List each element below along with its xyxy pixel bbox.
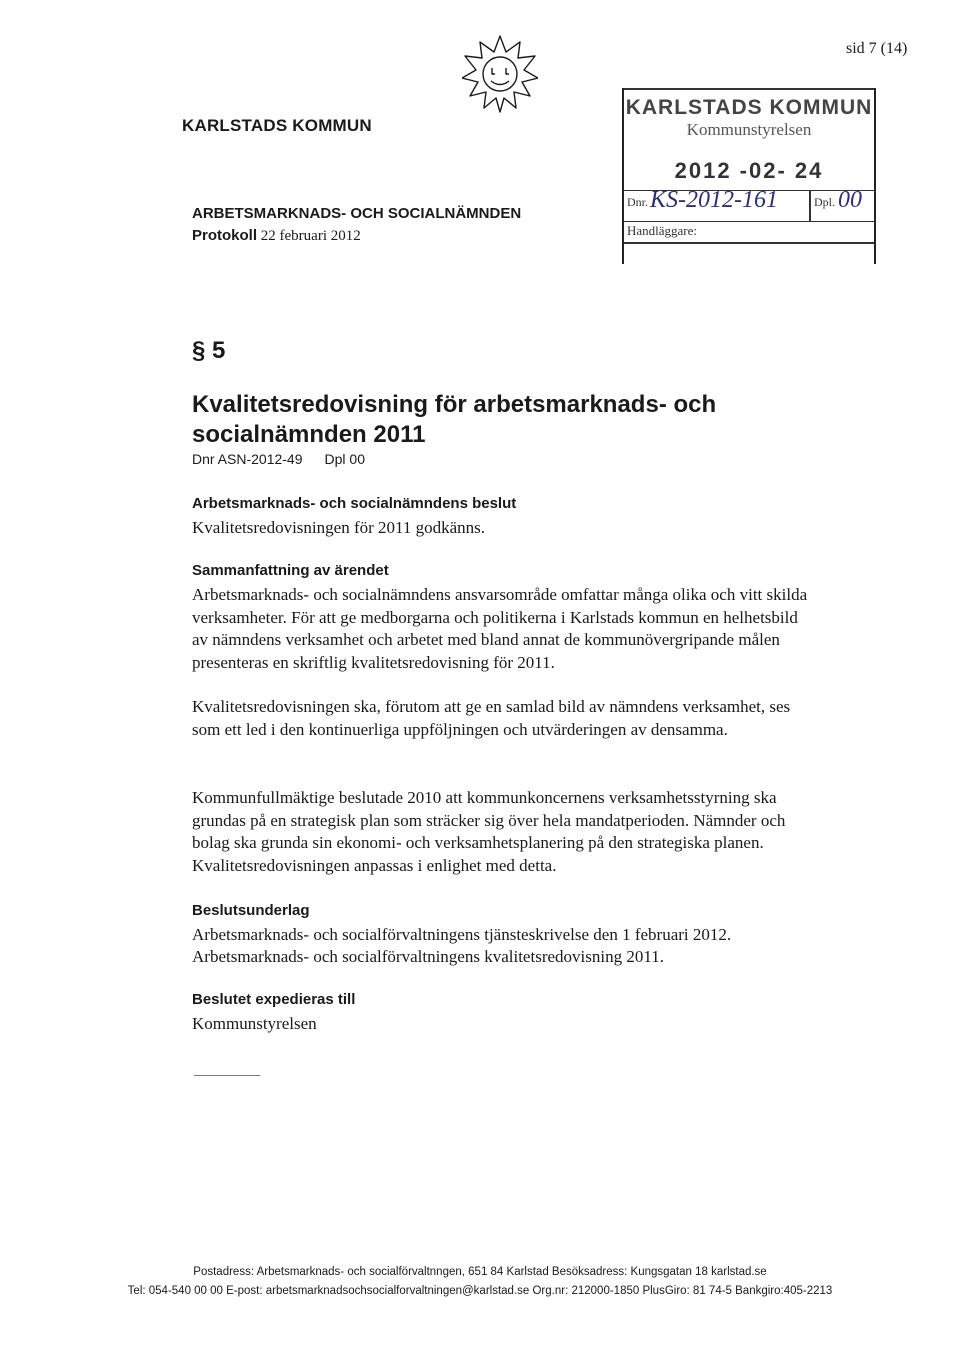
stamp-dnr-label: Dnr. — [627, 195, 648, 209]
dispatched-recipient: Kommunstyrelsen — [192, 1014, 317, 1033]
committee-name: ARBETSMARKNADS- OCH SOCIALNÄMNDEN — [192, 205, 522, 222]
stamp-bottom-line — [624, 242, 874, 244]
protocol-label: Protokoll — [192, 227, 258, 244]
basis-heading: Beslutsunderlag — [192, 902, 310, 919]
decision-text: Kvalitetsredovisningen för 2011 godkänns. — [192, 518, 486, 537]
basis-item: Arbetsmarknads- och socialförvaltningens tjänsteskrivelse den 1 februari 2012. — [192, 925, 732, 944]
page-number: sid 7 (14) — [846, 40, 908, 57]
reference-dnr: Dnr ASN-2012-49 — [192, 451, 303, 467]
protocol-date: 22 februari 2012 — [260, 228, 361, 244]
stamp-handlaggare-label: Handläggare: — [627, 223, 698, 238]
footer-address: Postadress: Arbetsmarknads- och socialförvaltnngen, 651 84 Karlstad Besöksadress: Kungsgatan 18 karlstad.se — [193, 1266, 767, 1278]
protocol-line — [192, 227, 361, 245]
section-number: § 5 — [192, 337, 226, 364]
received-stamp — [622, 88, 876, 264]
summary-paragraph: Kvalitetsredovisningen ska, förutom att ge en samlad bild av nämndens verksamhet, ses som ett led i den kontinuerliga uppföljningen och utvärderingen av densamma. — [192, 697, 791, 739]
stamp-dpl-handwritten: 00 — [838, 187, 862, 213]
summary-paragraph: Arbetsmarknads- och socialnämndens ansvarsområde omfattar många olika och vitt skilda verksamheter. För att ge medborgarna och politikerna i Karlstads kommun en helhetsbild av nämndens verksamhet och arbetet med bland annat de kommunövergripande målen presenteras en skriftlig kvalitetsredovisning för 2011. — [192, 585, 808, 672]
stamp-registration-row — [624, 187, 874, 222]
stamp-unit: Kommunstyrelsen — [686, 120, 812, 139]
stamp-dpl-label: Dpl. — [814, 195, 835, 209]
summary-heading: Sammanfattning av ärendet — [192, 562, 389, 579]
stamp-dnr-handwritten: KS-2012-161 — [650, 187, 778, 213]
reference-line — [192, 451, 365, 467]
signature-line — [194, 1075, 260, 1076]
section-title: Kvalitetsredovisning för arbetsmarknads- och socialnämnden 2011 — [192, 391, 717, 448]
basis-item: Arbetsmarknads- och socialförvaltningens kvalitetsredovisning 2011. — [192, 947, 664, 966]
sun-logo-icon — [462, 34, 538, 114]
organization-name: KARLSTADS KOMMUN — [182, 116, 372, 135]
summary-paragraph: Kommunfullmäktige beslutade 2010 att kommunkoncernens verksamhetsstyrning ska grundas på en strategisk plan som sträcker sig över hela mandatperioden. Nämnder och bolag ska grunda sin ekonomi- och verksamhetsplanering på den strategiska planen. Kvalitetsredovisningen anpassas i enlighet med detta. — [192, 788, 786, 875]
stamp-header — [624, 88, 874, 190]
footer-contact: Tel: 054-540 00 00 E-post: arbetsmarknadsochsocialforvaltningen@karlstad.se Org.nr: 212000-1850 PlusGiro: 81 74-5 Bankgiro:405-2213 — [127, 1285, 833, 1297]
stamp-date: 2012 -02- 24 — [674, 158, 824, 183]
stamp-organization: KARLSTADS KOMMUN — [625, 96, 873, 119]
stamp-divider — [809, 191, 811, 221]
dispatched-heading: Beslutet expedieras till — [192, 991, 356, 1008]
reference-dpl: Dpl 00 — [324, 451, 365, 467]
decision-heading: Arbetsmarknads- och socialnämndens beslut — [192, 495, 517, 512]
